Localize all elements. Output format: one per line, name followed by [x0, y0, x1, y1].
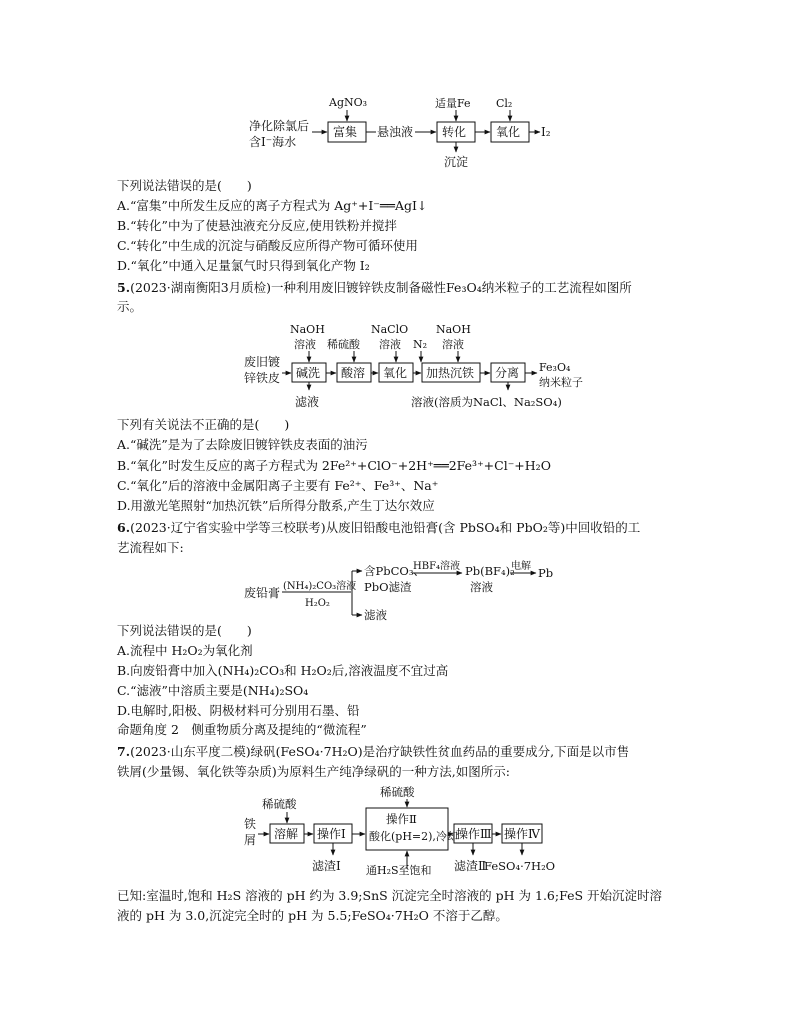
- q5-stem-text: (2023·湖南衡阳3月质检)一种利用废旧镀锌铁皮制备磁性Fe₃O₄纳米粒子的工艺流程如图所: [130, 280, 632, 295]
- product-i2: I₂: [541, 125, 551, 139]
- q5-option-d: D.用激光笔照射“加热沉铁”后所得分散系,产生丁达尔效应: [117, 498, 435, 513]
- q5-waste-solution: 溶液(溶质为NaCl、Na₂SO₄): [411, 395, 562, 409]
- q4-option-d: D.“氧化”中通入足量氯气时只得到氧化产物 I₂: [117, 258, 370, 273]
- box-zhuanhua-label: 转化: [442, 125, 467, 139]
- q7-box-op3-label: 操作Ⅲ: [456, 827, 492, 841]
- flow-diagram-pb: [0, 557, 794, 627]
- q5-reagent-naclo-b: 溶液: [379, 338, 401, 351]
- q7-box-op2-label-2: 酸化(pH=2),冷却: [369, 830, 458, 843]
- q6-input: 废铅膏: [244, 586, 281, 600]
- q5-number: 5.: [117, 280, 131, 295]
- q6-reagent-top: (NH₄)₂CO₃溶液: [283, 581, 357, 592]
- q5-box-yanghua-label: 氧化: [383, 366, 408, 380]
- q5-reagent-naoh-2b: 溶液: [442, 338, 464, 351]
- q4-option-c: C.“转化”中生成的沉淀与硝酸反应所得产物可循环使用: [117, 238, 418, 253]
- input-label-2: 含I⁻海水: [249, 135, 297, 149]
- q6-option-b: B.向废铅膏中加入(NH₄)₂CO₃和 H₂O₂后,溶液温度不宜过高: [117, 663, 449, 678]
- q5-reagent-naoh-1b: 溶液: [294, 338, 316, 351]
- q5-input-1: 废旧镀: [244, 355, 281, 369]
- q5-reagent-naoh-1a: NaOH: [290, 323, 325, 336]
- section-heading: 命题角度 2 侧重物质分离及提纯的“微流程”: [117, 722, 367, 737]
- q6-branch1-1: 含PbCO₃、: [364, 564, 425, 578]
- q6-stem-2: 艺流程如下:: [117, 540, 184, 555]
- q5-box-jiarechentie-label: 加热沉铁: [426, 366, 475, 380]
- q5-option-c: C.“氧化”后的溶液中金属阳离子主要有 Fe²⁺、Fe³⁺、Na⁺: [117, 478, 439, 493]
- q7-product: FeSO₄·7H₂O: [484, 859, 556, 873]
- q7-number: 7.: [117, 744, 131, 759]
- q7-box-rongjie-label: 溶解: [274, 827, 299, 841]
- flow-diagram-fe3o4: [0, 318, 794, 418]
- q5-reagent-naclo-a: NaClO: [371, 323, 409, 336]
- q6-branch1-2: PbO滤渣: [364, 580, 412, 594]
- q5-option-a: A.“碱洗”是为了去除废旧镀锌铁皮表面的油污: [117, 437, 368, 452]
- q6-stem-text: (2023·辽宁省实验中学等三校联考)从废旧铅酸电池铅膏(含 PbSO₄和 PbO₂等)中回收铅的工: [130, 520, 641, 535]
- q6-mid-1: Pb(BF₄)₂: [465, 564, 515, 578]
- flow-diagram-iodine: [0, 0, 794, 180]
- q6-reagent-bottom: H₂O₂: [305, 598, 330, 609]
- reagent-cl2: Cl₂: [496, 97, 513, 110]
- q5-option-b: B.“氧化”时发生反应的离子方程式为 2Fe²⁺+ClO⁻+2H⁺══2Fe³⁺+Cl⁻+H₂O: [117, 458, 551, 473]
- q5-reagent-n2: N₂: [413, 338, 428, 351]
- byproduct-chendian: 沉淀: [444, 155, 469, 169]
- q6-mid-2: 溶液: [470, 580, 493, 594]
- q7-reagent-2: 稀硫酸: [380, 786, 415, 799]
- q5-waste-lvye: 滤液: [295, 395, 320, 409]
- q6-branch2: 滤液: [364, 608, 387, 622]
- box-yanghua-label: 氧化: [496, 125, 521, 139]
- q5-box-suanrong-label: 酸溶: [341, 366, 366, 380]
- q5-product-2: 纳米粒子: [539, 376, 583, 389]
- q4-option-a: A.“富集”中所发生反应的离子方程式为 Ag⁺+I⁻══AgI↓: [117, 198, 428, 213]
- q5-box-fenli-label: 分离: [495, 366, 520, 380]
- q5-prompt: 下列有关说法不正确的是( ): [117, 417, 290, 432]
- q7-reagent-1: 稀硫酸: [262, 797, 297, 811]
- q7-input-2: 屑: [244, 833, 257, 847]
- q7-stem-2: 铁屑(少量锡、氧化铁等杂质)为原料生产纯净绿矾的一种方法,如图所示:: [117, 764, 510, 779]
- q7-gas-h2s: 通H₂S至饱和: [366, 864, 432, 877]
- q5-stem-2: 示。: [117, 299, 143, 314]
- q7-stem-1: [117, 744, 629, 760]
- q6-option-d: D.电解时,阳极、阴极材料可分别用石墨、铅: [117, 703, 360, 718]
- flow-diagram-feso4: [0, 786, 794, 886]
- q6-reagent-elec: 电解: [511, 561, 531, 572]
- q7-box-op4-label: 操作Ⅳ: [504, 827, 540, 841]
- q5-box-jianxi-label: 碱洗: [296, 366, 321, 380]
- q7-stem-text: (2023·山东平度二模)绿矾(FeSO₄·7H₂O)是治疗缺铁性贫血药品的重要成分,下面是以市售: [130, 744, 630, 759]
- box-fuji-label: 富集: [333, 125, 358, 139]
- q5-reagent-h2so4: 稀硫酸: [327, 338, 360, 351]
- q5-input-2: 锌铁皮: [244, 371, 281, 385]
- q4-option-b: B.“转化”中为了使悬浊液充分反应,使用铁粉并搅拌: [117, 218, 397, 233]
- q7-waste-2: 滤渣Ⅱ: [454, 859, 487, 873]
- q6-option-a: A.流程中 H₂O₂为氧化剂: [117, 643, 253, 658]
- input-label-1: 净化除氯后: [249, 119, 310, 133]
- q6-number: 6.: [117, 520, 131, 535]
- q7-waste-1: 滤渣Ⅰ: [312, 859, 341, 873]
- q5-stem-1: [117, 280, 632, 296]
- reagent-fe: 适量Fe: [435, 97, 471, 110]
- q6-product: Pb: [538, 566, 554, 580]
- q7-box-op2-label-1: 操作Ⅱ: [386, 812, 417, 826]
- reagent-agno3: AgNO₃: [329, 96, 368, 109]
- q7-box-op1-label: 操作Ⅰ: [317, 827, 346, 841]
- q7-input-1: 铁: [244, 817, 257, 831]
- q6-stem-1: [117, 520, 640, 536]
- q6-reagent-hbf4: HBF₄溶液: [413, 561, 461, 572]
- q6-prompt: 下列说法错误的是( ): [117, 623, 252, 638]
- q5-reagent-naoh-2a: NaOH: [436, 323, 471, 336]
- q7-known-2: 液的 pH 为 3.0,沉淀完全时的 pH 为 5.5;FeSO₄·7H₂O 不溶于乙醇。: [117, 908, 508, 923]
- q4-prompt: 下列说法错误的是( ): [117, 178, 252, 193]
- arrow-label-xuanzhuo: 悬浊液: [377, 125, 414, 139]
- q6-option-c: C.“滤液”中溶质主要是(NH₄)₂SO₄: [117, 683, 309, 698]
- q5-product-1: Fe₃O₄: [539, 361, 571, 374]
- q7-known-1: 已知:室温时,饱和 H₂S 溶液的 pH 约为 3.9;SnS 沉淀完全时溶液的 pH 为 1.6;FeS 开始沉淀时溶: [117, 888, 663, 903]
